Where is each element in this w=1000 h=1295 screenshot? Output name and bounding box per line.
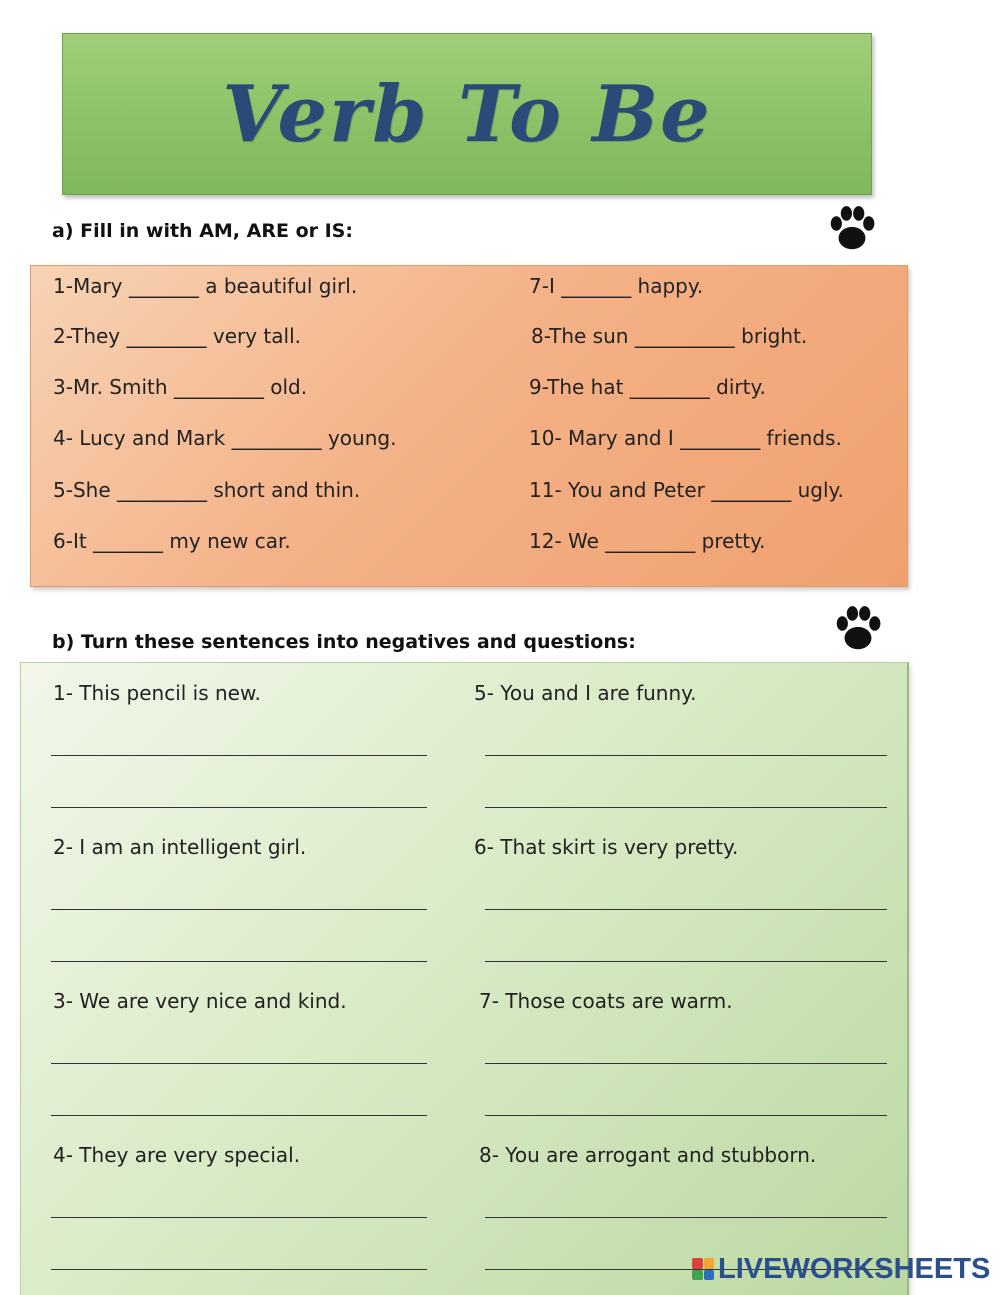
fill-in-item[interactable]: 5-She _________ short and thin. xyxy=(53,478,361,502)
answer-line[interactable] xyxy=(485,1115,887,1116)
answer-line[interactable] xyxy=(485,755,887,756)
sentence-item: 3- We are very nice and kind. xyxy=(53,989,347,1013)
answer-line[interactable] xyxy=(485,909,887,910)
worksheet-title: Verb To Be xyxy=(222,68,712,160)
answer-line[interactable] xyxy=(51,755,427,756)
sentence-item: 2- I am an intelligent girl. xyxy=(53,835,307,859)
fill-in-item[interactable]: 4- Lucy and Mark _________ young. xyxy=(53,426,397,450)
section-b-heading: b) Turn these sentences into negatives and questions: xyxy=(52,631,636,653)
answer-line[interactable] xyxy=(485,961,887,962)
fill-in-item[interactable]: 12- We _________ pretty. xyxy=(529,529,766,553)
transform-box xyxy=(20,662,909,1295)
answer-line[interactable] xyxy=(51,1115,427,1116)
fill-in-item[interactable]: 1-Mary _______ a beautiful girl. xyxy=(53,274,358,298)
fill-in-item[interactable]: 10- Mary and I ________ friends. xyxy=(529,426,842,450)
liveworksheets-logo xyxy=(692,1252,990,1286)
logo-text: LIVEWORKSHEETS xyxy=(718,1252,991,1285)
sentence-item: 7- Those coats are warm. xyxy=(479,989,733,1013)
answer-line[interactable] xyxy=(485,807,887,808)
fill-in-item[interactable]: 3-Mr. Smith _________ old. xyxy=(53,375,308,399)
sentence-item: 4- They are very special. xyxy=(53,1143,301,1167)
answer-line[interactable] xyxy=(51,1217,427,1218)
answer-line[interactable] xyxy=(51,1269,427,1270)
paw-print-icon xyxy=(830,600,886,656)
fill-in-item[interactable]: 7-I _______ happy. xyxy=(529,274,704,298)
fill-in-box xyxy=(30,265,908,587)
answer-line[interactable] xyxy=(51,909,427,910)
sentence-item: 5- You and I are funny. xyxy=(474,681,697,705)
answer-line[interactable] xyxy=(485,1217,887,1218)
sentence-item: 8- You are arrogant and stubborn. xyxy=(479,1143,817,1167)
sentence-item: 6- That skirt is very pretty. xyxy=(474,835,739,859)
answer-line[interactable] xyxy=(51,961,427,962)
sentence-item: 1- This pencil is new. xyxy=(53,681,261,705)
section-a-heading: a) Fill in with AM, ARE or IS: xyxy=(52,220,353,242)
fill-in-item[interactable]: 8-The sun __________ bright. xyxy=(531,324,808,348)
fill-in-item[interactable]: 9-The hat ________ dirty. xyxy=(529,375,766,399)
answer-line[interactable] xyxy=(51,807,427,808)
logo-mark-icon xyxy=(692,1258,714,1280)
fill-in-item[interactable]: 6-It _______ my new car. xyxy=(53,529,291,553)
fill-in-item[interactable]: 11- You and Peter ________ ugly. xyxy=(529,478,844,502)
paw-print-icon xyxy=(824,200,880,256)
answer-line[interactable] xyxy=(485,1063,887,1064)
title-banner xyxy=(62,33,872,195)
fill-in-item[interactable]: 2-They ________ very tall. xyxy=(53,324,301,348)
answer-line[interactable] xyxy=(51,1063,427,1064)
